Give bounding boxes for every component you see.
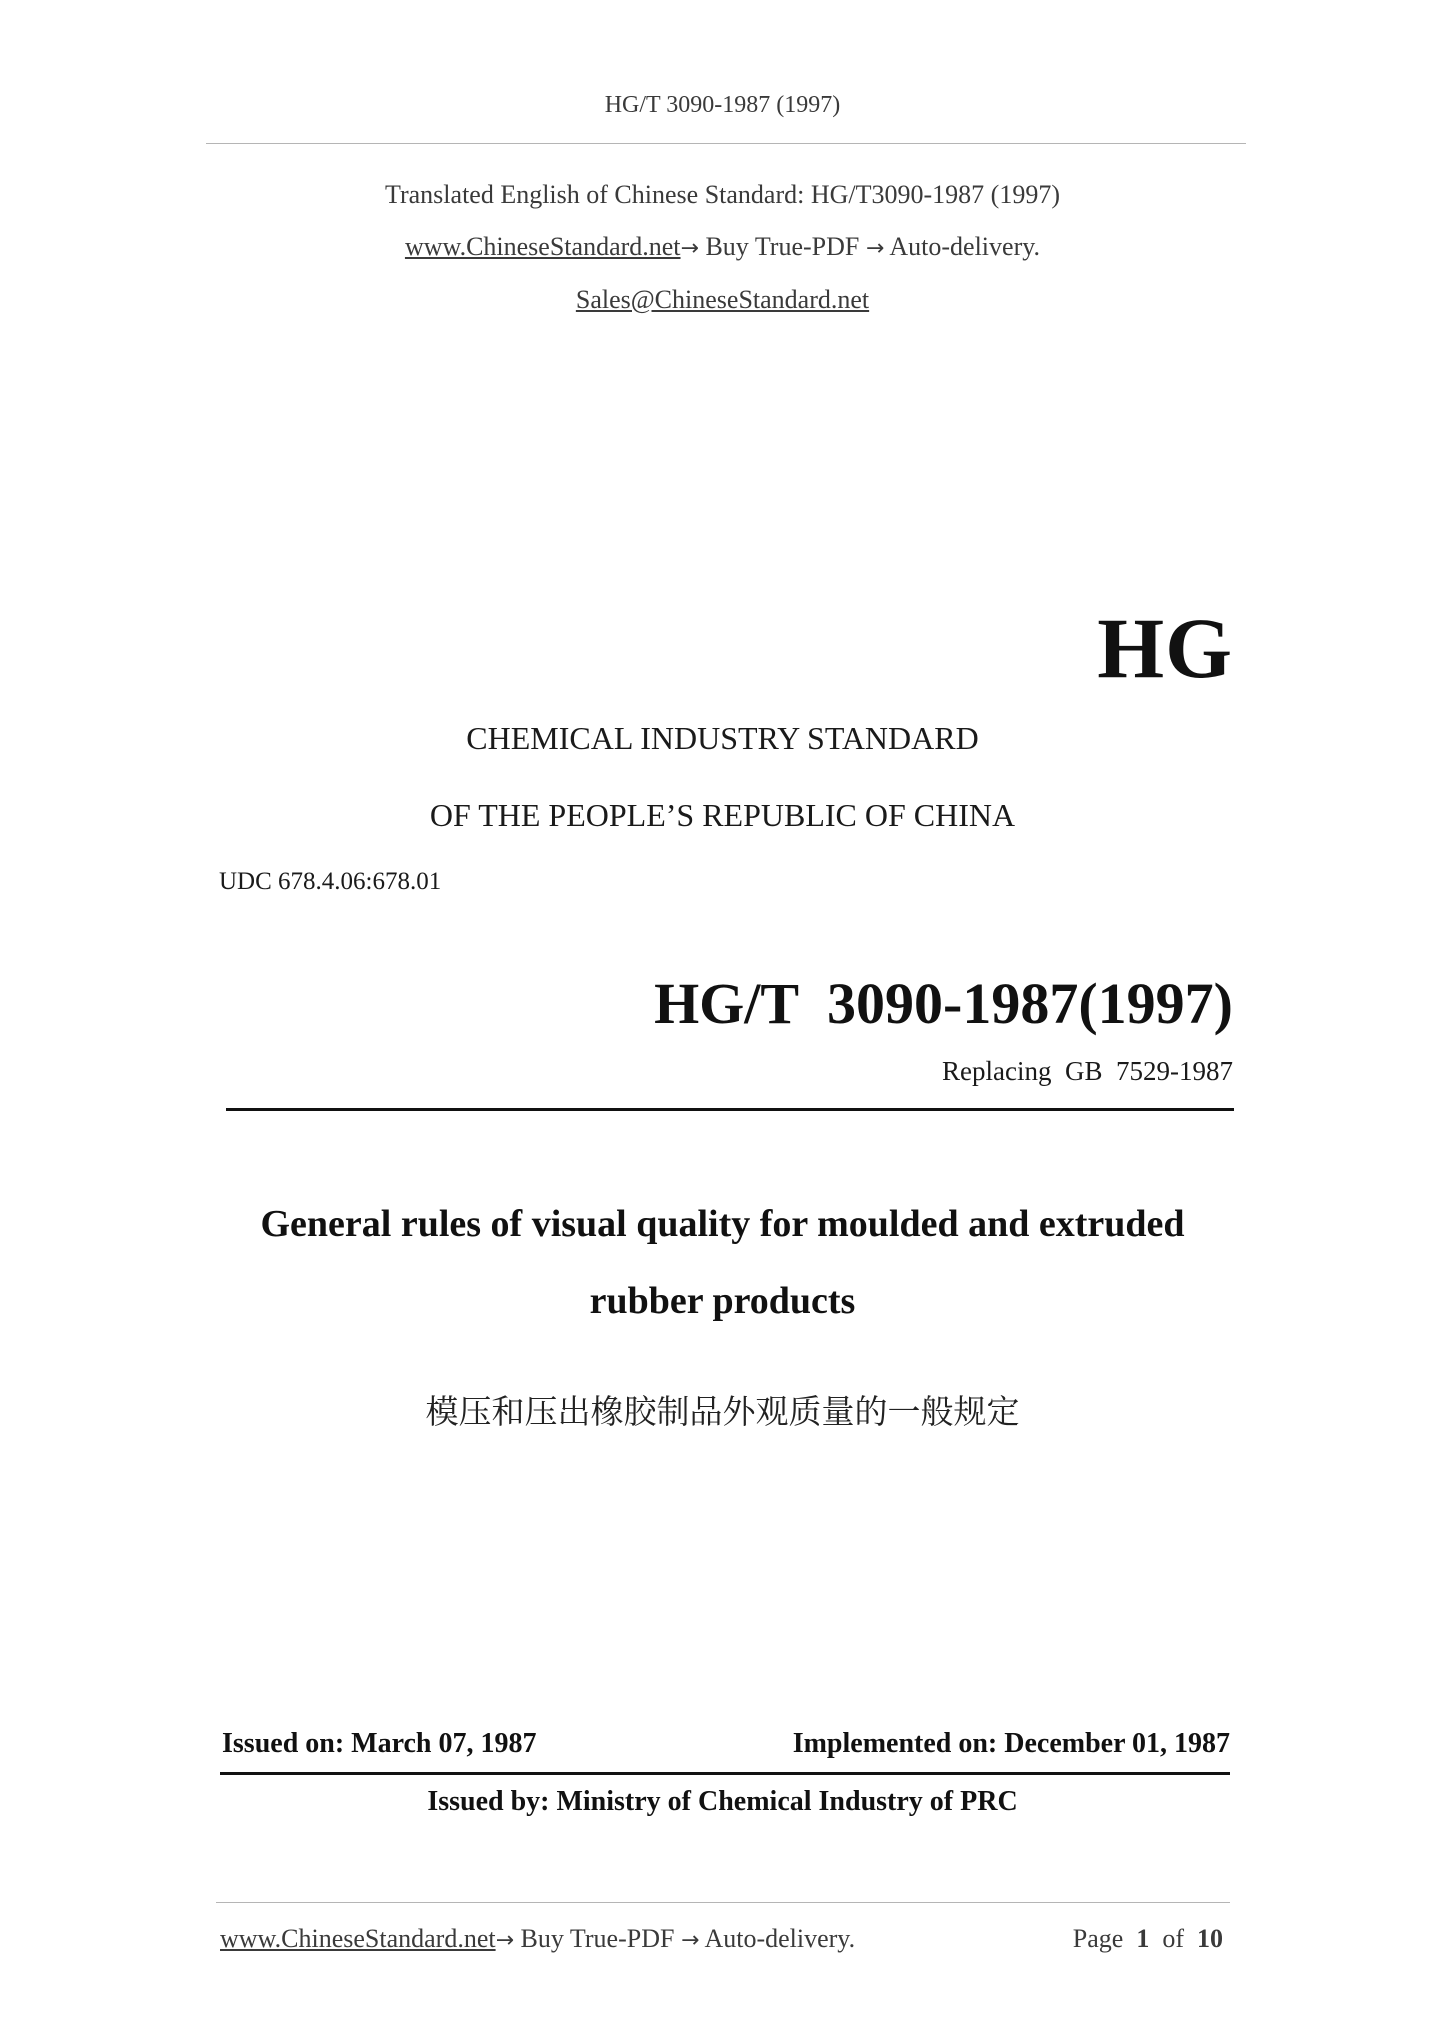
footer-promo (220, 1924, 855, 1954)
replacing-note: Replacing GB 7529-1987 (942, 1056, 1233, 1086)
title-english-line-1: General rules of visual quality for moulded and extruded (260, 1203, 1185, 1245)
footer-site-link[interactable]: www.ChineseStandard.net (220, 1924, 496, 1953)
promo-title-line: Translated English of Chinese Standard: HG/T3090-1987 (1997) (385, 180, 1060, 209)
title-divider (226, 1108, 1234, 1111)
footer-divider (216, 1902, 1230, 1903)
title-english-line-2: rubber products (589, 1280, 856, 1322)
standard-heading-line-1: CHEMICAL INDUSTRY STANDARD (466, 720, 979, 756)
footer-buy-text: Buy True-PDF (514, 1924, 681, 1953)
header-divider (206, 143, 1246, 144)
issued-by: Issued by: Ministry of Chemical Industry of PRC (427, 1786, 1018, 1817)
page-current: 1 (1136, 1924, 1150, 1953)
page-of: of (1162, 1924, 1184, 1953)
arrow-right-icon: → (680, 1928, 700, 1953)
implemented-on-date: Implemented on: December 01, 1987 (792, 1728, 1230, 1759)
auto-delivery-text: Auto-delivery. (884, 232, 1041, 261)
page-label: Page (1072, 1924, 1124, 1953)
arrow-right-icon: → (865, 236, 885, 261)
footer-auto-text: Auto-delivery. (699, 1924, 856, 1953)
sales-email-link[interactable]: Sales@ChineseStandard.net (575, 285, 870, 314)
hg-mark: HG (1097, 600, 1233, 696)
page-indicator (1073, 1924, 1223, 1954)
udc-code: UDC 678.4.06:678.01 (219, 868, 442, 895)
standard-number: HG/T 3090-1987(1997) (654, 971, 1233, 1036)
arrow-right-icon: → (495, 1928, 515, 1953)
title-chinese: 模压和压出橡胶制品外观质量的一般规定 (425, 1392, 1020, 1431)
running-header: HG/T 3090-1987 (1997) (604, 92, 841, 118)
arrow-right-icon: → (680, 236, 699, 261)
promo-email-line (0, 285, 1445, 315)
issued-on-date: Issued on: March 07, 1987 (222, 1728, 537, 1759)
buy-text: Buy True-PDF (698, 232, 866, 261)
promo-buy-line (0, 232, 1445, 262)
issue-divider (220, 1772, 1230, 1775)
page-total: 10 (1197, 1924, 1223, 1953)
standard-heading-line-2: OF THE PEOPLE’S REPUBLIC OF CHINA (429, 797, 1016, 833)
site-link[interactable]: www.ChineseStandard.net (404, 232, 681, 261)
